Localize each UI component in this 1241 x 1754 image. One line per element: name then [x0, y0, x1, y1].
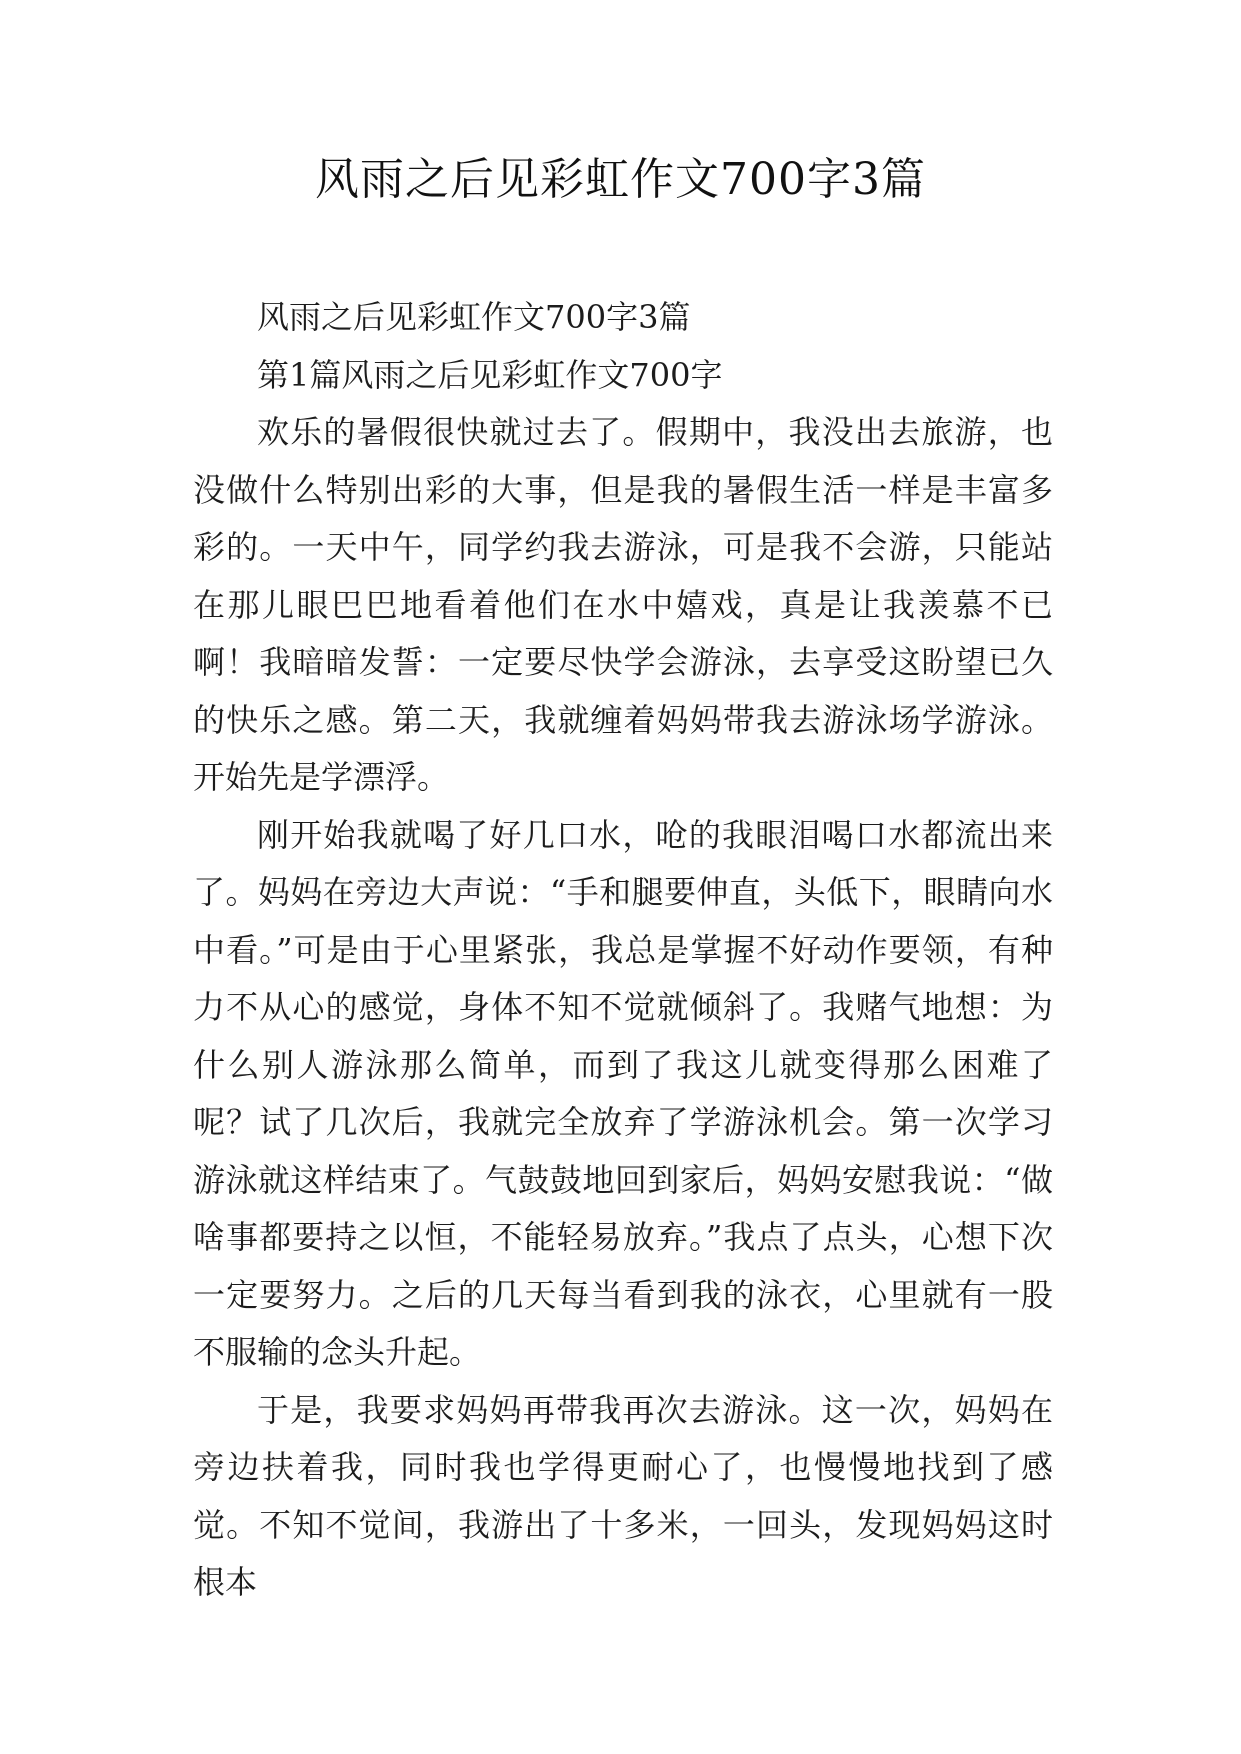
paragraph: 刚开始我就喝了好几口水，呛的我眼泪喝口水都流出来了。妈妈在旁边大声说：“手和腿要伸直，头低下，眼睛向水中看。”可是由于心里紧张，我总是掌握不好动作要领，有种力不从心的感觉，身体不知不觉就倾斜了。我赌气地想：为什么别人游泳那么简单，而到了我这儿就变得那么困难了呢？试了几次后，我就完全放弃了学游泳机会。第一次学习游泳就这样结束了。气鼓鼓地回到家后，妈妈安慰我说：“做啥事都要持之以恒，不能轻易放弃。”我点了点头，心想下次一定要努力。之后的几天每当看到我的泳衣，心里就有一股不服输的念头升起。 [193, 815, 1053, 1371]
paragraph-section-heading: 第1篇风雨之后见彩虹作文700字 [257, 355, 723, 394]
document-title: 风雨之后见彩虹作文700字3篇 [315, 154, 926, 205]
paragraph: 欢乐的暑假很快就过去了。假期中，我没出去旅游，也没做什么特别出彩的大事，但是我的暑假生活一样是丰富多彩的。一天中午，同学约我去游泳，可是我不会游，只能站在那儿眼巴巴地看着他们在水中嬉戏，真是让我羡慕不已啊！我暗暗发誓：一定要尽快学会游泳，去享受这盼望已久的快乐之感。第二天，我就缠着妈妈带我去游泳场学游泳。开始先是学漂浮。 [193, 413, 1053, 796]
document-body [193, 289, 1053, 1612]
paragraph: 于是，我要求妈妈再带我再次去游泳。这一次，妈妈在旁边扶着我，同时我也学得更耐心了，也慢慢地找到了感觉。不知不觉间，我游出了十多米，一回头，发现妈妈这时根本 [193, 1390, 1053, 1601]
paragraph-subtitle: 风雨之后见彩虹作文700字3篇 [257, 298, 691, 336]
